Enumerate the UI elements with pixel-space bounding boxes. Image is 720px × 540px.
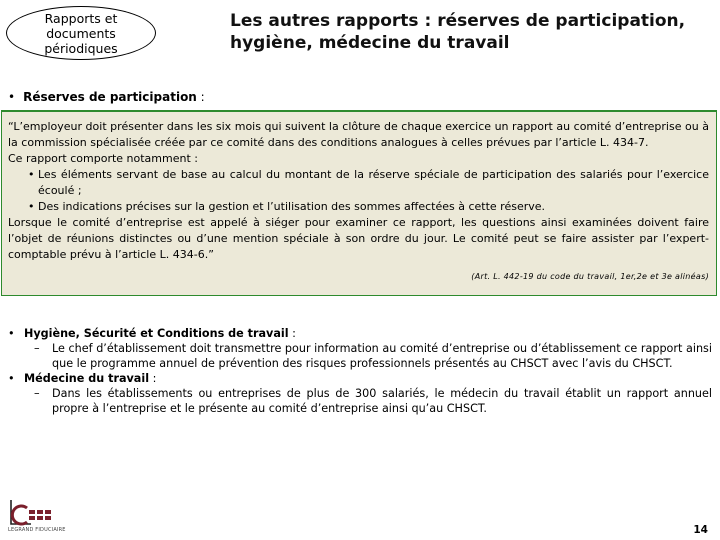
quote-paragraph-1: “L’employeur doit présenter dans les six mois qui suivent la clôture de chaque exercice un rapport au comité d’entreprise ou à la commission spécialisée créée par ce comité dans des conditions analogues à celles prévues par l’article L. 434-7.: [8, 120, 709, 149]
section-body-text: Le chef d’établissement doit transmettre pour information au comité d’entreprise ou d’établissement ce rapport ainsi que le programme annuel de prévention des risques professionnels présentés au CHSCT avec l’avis du CHSCT.: [52, 342, 712, 370]
section-heading-text: Médecine du travail: [24, 372, 150, 385]
quote-list-item-text: Des indications précises sur la gestion et l’utilisation des sommes affectées à cette réserve.: [38, 200, 546, 213]
oval-line-1: Rapports et: [44, 10, 118, 26]
section-heading-medecine: [8, 371, 712, 386]
section-oval-label: [6, 6, 156, 60]
legal-quote-box: [1, 110, 717, 296]
section-heading-text: Hygiène, Sécurité et Conditions de travail: [24, 327, 289, 340]
bullet-icon: •: [28, 200, 35, 213]
section-body-text: Dans les établissements ou entreprises de plus de 300 salariés, le médecin du travail établit un rapport annuel propre à l’entreprise et le présente au comité d’entreprise ainsi qu’au CHSCT.: [52, 387, 712, 415]
bullet-icon: •: [8, 90, 16, 104]
section-body-hygiene: [8, 341, 712, 371]
logo-caption: LEGRAND FIDUCIAIRE: [8, 527, 66, 533]
section-heading-colon: :: [196, 90, 205, 104]
lower-sections: [8, 326, 712, 416]
bullet-icon: •: [28, 168, 35, 181]
title-line-2: hygiène, médecine du travail: [230, 33, 510, 53]
dash-icon: –: [34, 387, 40, 400]
oval-line-3: périodiques: [44, 40, 118, 56]
oval-line-2: documents: [46, 25, 116, 41]
dash-icon: –: [34, 342, 40, 355]
quote-paragraph-2: Ce rapport comporte notamment :: [8, 152, 198, 165]
quote-list-item: [8, 199, 709, 215]
bullet-icon: •: [8, 327, 15, 340]
quote-paragraph-3: Lorsque le comité d’entreprise est appelé à siéger pour examiner ce rapport, les questions ainsi examinées doivent faire l’objet de réunions distinctes ou d’une mention spéciale à son ordre du jour. Le comité peut se faire assister par l’expert-comptable prévu à l’article L. 434-6.”: [8, 216, 709, 261]
section-heading-reserves: [8, 90, 205, 104]
page-title: [230, 10, 715, 54]
section-body-medecine: [8, 386, 712, 416]
quote-list-item: [8, 167, 709, 199]
title-line-1: Les autres rapports : réserves de participation,: [230, 11, 686, 31]
section-heading-colon: :: [149, 372, 157, 385]
legal-citation: (Art. L. 442-19 du code du travail, 1er,2e et 3e alinéas): [471, 272, 709, 281]
bullet-icon: •: [8, 372, 15, 385]
page-number: 14: [693, 524, 708, 536]
section-heading-colon: :: [288, 327, 296, 340]
quote-list-item-text: Les éléments servant de base au calcul du montant de la réserve spéciale de participation des salariés pour l’exercice écoulé ;: [38, 168, 709, 197]
section-heading-text: Réserves de participation: [23, 90, 197, 104]
section-heading-hygiene: [8, 326, 712, 341]
